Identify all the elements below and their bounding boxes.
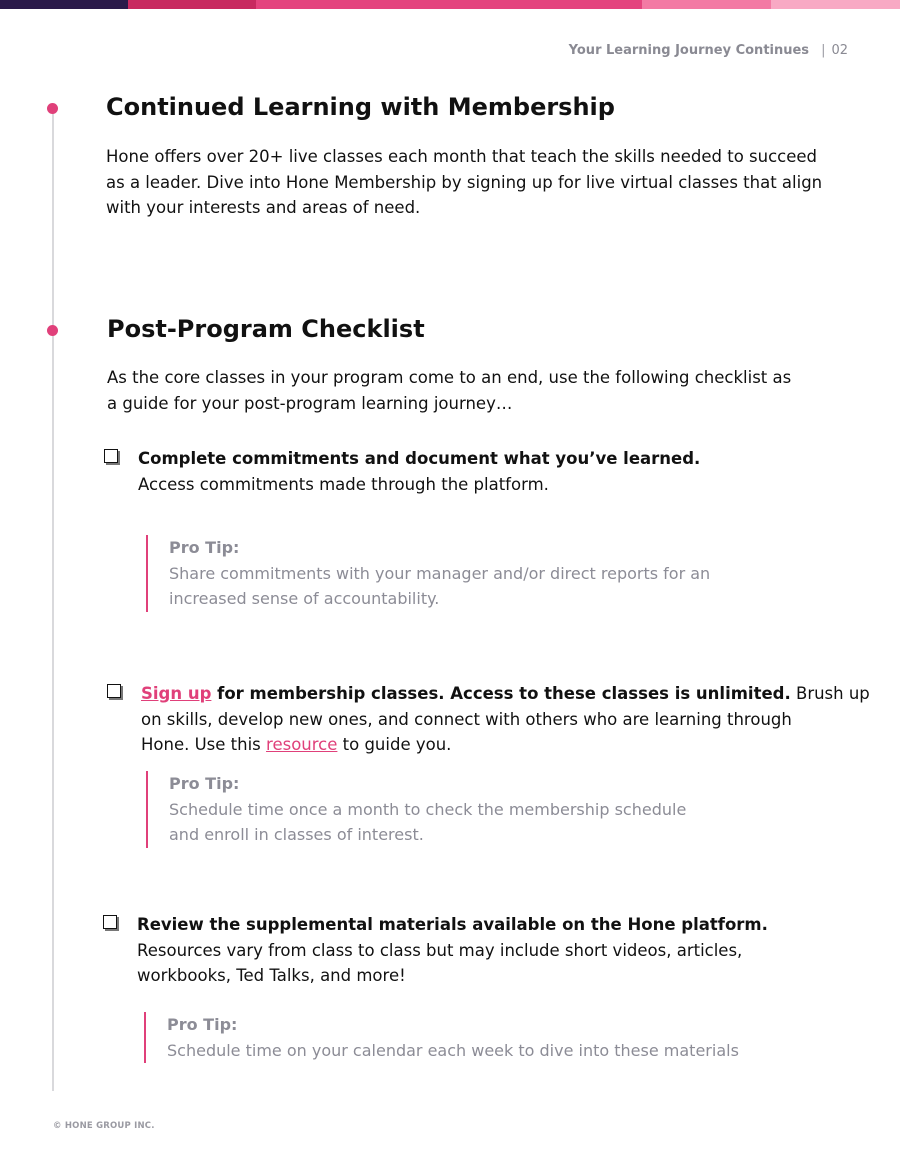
timeline-line: [52, 108, 54, 1091]
pro-tip: [146, 535, 710, 612]
pro-tip-line: Schedule time on your calendar each week to dive into these materials: [167, 1040, 739, 1060]
header-title: Your Learning Journey Continues: [568, 43, 810, 58]
footer-copyright: © HONE GROUP INC.: [53, 1121, 155, 1131]
pro-tip: [144, 1012, 739, 1063]
checklist-intro: [107, 365, 791, 416]
item-description: on skills, develop new ones, and connect with others who are learning through: [141, 709, 792, 729]
checkbox[interactable]: [104, 449, 118, 463]
bar-segment: [128, 0, 256, 9]
pro-tip-title: Pro Tip:: [169, 538, 240, 557]
header-separator: |: [821, 43, 826, 58]
pro-tip-line: Share commitments with your manager and/or direct reports for an: [169, 563, 711, 583]
item-description: to guide you.: [337, 735, 452, 754]
pro-tip-title: Pro Tip:: [169, 774, 240, 793]
bar-segment: [256, 0, 642, 9]
page-header: [569, 43, 848, 58]
top-color-bar: [0, 0, 900, 9]
checkbox[interactable]: [107, 684, 121, 698]
resource-link[interactable]: resource: [266, 735, 338, 754]
timeline-dot: [47, 325, 58, 336]
checklist-item-materials: [137, 912, 768, 989]
pro-tip-title: Pro Tip:: [167, 1015, 238, 1034]
pro-tip: [146, 771, 686, 848]
text-line: a guide for your post-program learning journey…: [107, 393, 513, 413]
checkbox[interactable]: [103, 915, 117, 929]
bar-segment: [771, 0, 900, 9]
item-description: Hone. Use this: [141, 735, 267, 754]
text-line: Hone offers over 20+ live classes each month that teach the skills needed to succeed: [106, 147, 818, 166]
bar-segment: [642, 0, 771, 9]
timeline-dot: [47, 103, 58, 114]
text-line: as a leader. Dive into Hone Membership by signing up for live virtual classes that align: [106, 172, 823, 192]
pro-tip-line: and enroll in classes of interest.: [169, 825, 424, 844]
section-heading-membership: Continued Learning with Membership: [106, 93, 615, 121]
checklist-item-membership: [141, 681, 870, 758]
membership-paragraph: [106, 144, 822, 221]
item-description: workbooks, Ted Talks, and more!: [137, 966, 406, 985]
bar-segment: [0, 0, 128, 9]
item-description: Resources vary from class to class but may include short videos, articles,: [137, 940, 743, 960]
pro-tip-line: increased sense of accountability.: [169, 589, 440, 608]
sign-up-link[interactable]: Sign up: [141, 684, 212, 703]
item-title: Complete commitments and document what you’ve learned.: [138, 449, 701, 468]
text-line: with your interests and areas of need.: [106, 198, 421, 217]
item-title: Review the supplemental materials available on the Hone platform.: [137, 915, 768, 934]
checklist-item-commitments: [138, 446, 700, 497]
item-title: for membership classes. Access to these classes is unlimited.: [211, 684, 791, 703]
section-heading-checklist: Post-Program Checklist: [107, 315, 425, 343]
text-line: As the core classes in your program come to an end, use the following checklist as: [107, 368, 792, 387]
pro-tip-line: Schedule time once a month to check the membership schedule: [169, 799, 687, 819]
page-number: 02: [831, 43, 848, 58]
item-description: Brush up: [790, 684, 870, 703]
item-description: Access commitments made through the platform.: [138, 474, 549, 494]
